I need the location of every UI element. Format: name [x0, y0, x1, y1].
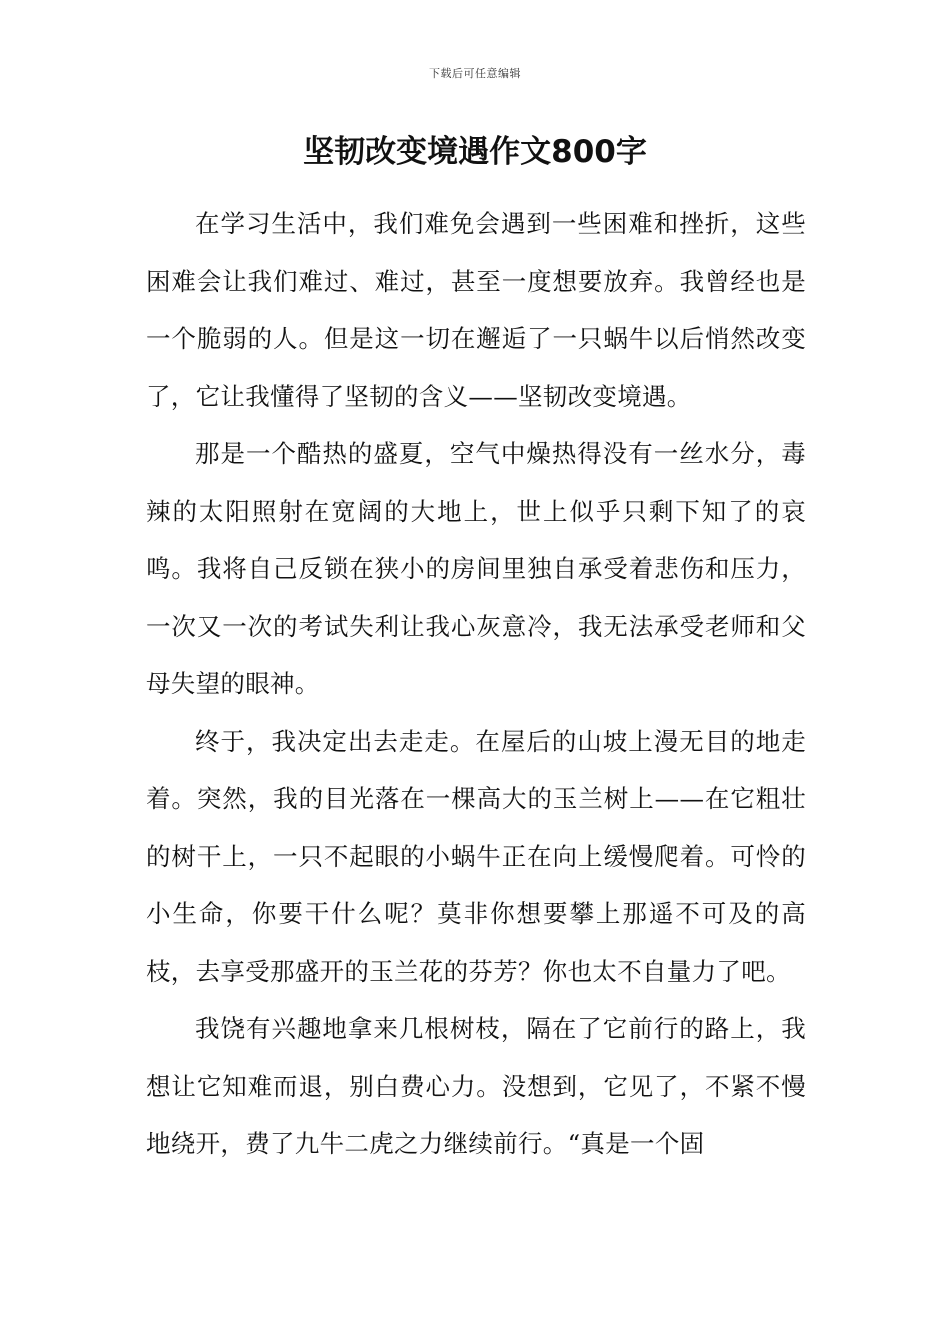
document-body — [146, 195, 806, 1173]
paragraph-4: 我饶有兴趣地拿来几根树枝，隔在了它前行的路上，我想让它知难而退，别白费心力。没想到，它见了，不紧不慢地绕开，费了九牛二虎之力继续前行。“真是一个固 — [146, 1014, 806, 1158]
header-note: 下载后可任意编辑 — [429, 67, 521, 80]
paragraph-3: 终于，我决定出去走走。在屋后的山坡上漫无目的地走着。突然，我的目光落在一棵高大的玉兰树上——在它粗壮的树干上，一只不起眼的小蜗牛正在向上缓慢爬着。可怜的小生命，你要干什么呢？莫非你想要攀上那遥不可及的高枝，去享受那盛开的玉兰花的芬芳？你也太不自量力了吧。 — [146, 726, 806, 986]
paragraph-2: 那是一个酷热的盛夏，空气中燥热得没有一丝水分，毒辣的太阳照射在宽阔的大地上，世上似乎只剩下知了的哀鸣。我将自己反锁在狭小的房间里独自承受着悲伤和压力，一次又一次的考试失利让我心灰意冷，我无法承受老师和父母失望的眼神。 — [146, 439, 806, 698]
paragraph-1: 在学习生活中，我们难免会遇到一些困难和挫折，这些困难会让我们难过、难过，甚至一度想要放弃。我曾经也是一个脆弱的人。但是这一切在邂逅了一只蜗牛以后悄然改变了，它让我懂得了坚韧的含义——坚韧改变境遇。 — [146, 209, 806, 411]
document-title: 坚韧改变境遇作文800字 — [303, 134, 647, 170]
